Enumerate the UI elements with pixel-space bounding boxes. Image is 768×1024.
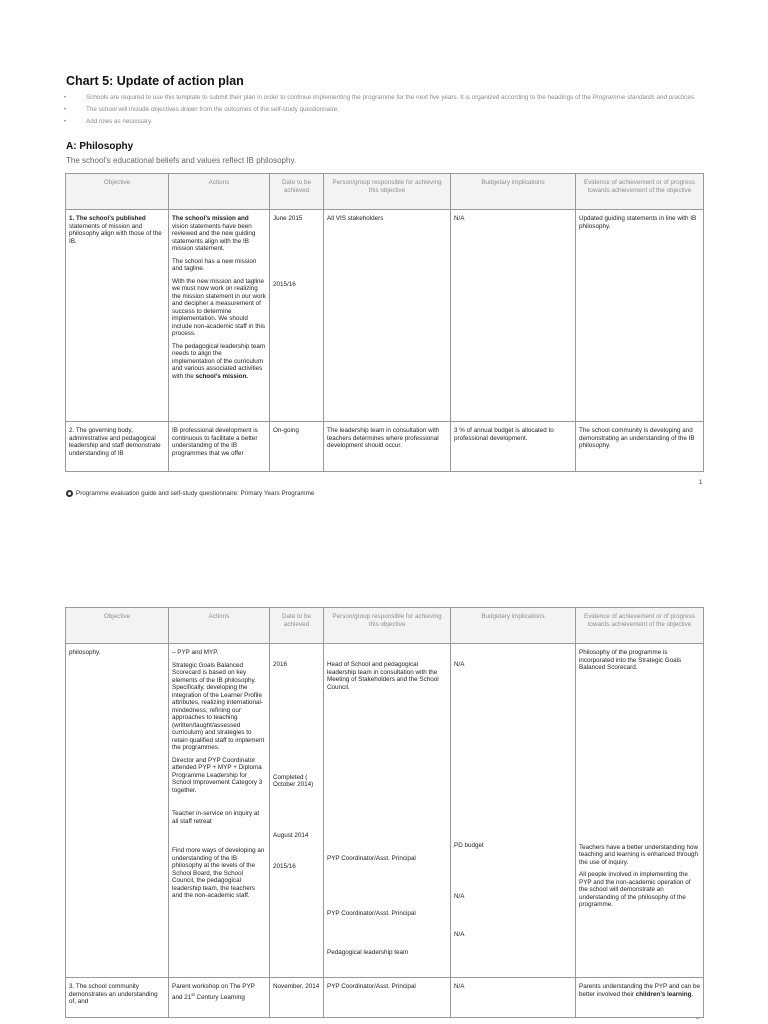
chart-title: Chart 5: Update of action plan — [66, 74, 244, 88]
action-superscript: st — [191, 991, 195, 997]
actions-cell — [169, 210, 270, 422]
table-row — [66, 644, 704, 978]
date-text: June 2015 — [273, 215, 303, 222]
budget-cell — [451, 644, 576, 978]
action-text: Century Learning — [194, 993, 245, 1001]
evidence-text: Teachers have a better understanding how teaching and learning is enhanced through the use of inquiry. — [579, 843, 699, 866]
action-plan-table — [65, 173, 704, 472]
actions-cell — [169, 644, 270, 978]
budget-cell: N/A — [451, 210, 576, 422]
evidence-end: . — [691, 990, 694, 998]
page-footer — [66, 490, 314, 497]
objective-bold: 1. The school’s published — [69, 215, 146, 222]
header-budget: Budgetary implications — [451, 174, 576, 210]
person-text: Head of School and pedagogical leadership team in consultation with the Meeting of Stakeholders and the School Council. — [327, 661, 439, 691]
action-text — [172, 215, 266, 253]
person-cell: The leadership team in consultation with teachers determines where professional development should occur. — [324, 422, 451, 472]
header-evidence: Evidence of achievement or of progress towards achievement of the objective — [576, 174, 704, 210]
instruction-end: . — [693, 94, 696, 101]
evidence-cell: Updated guiding statements in line with IB philosophy. — [576, 210, 704, 422]
budget-text: N/A — [454, 661, 465, 668]
instruction-item: • The school will include objectives drawn from the outcomes of the self-study questionnaire. — [60, 106, 706, 114]
action-text: The school has a new mission and tagline. — [172, 257, 257, 272]
date-cell — [270, 644, 324, 978]
budget-text: N/A — [454, 893, 465, 900]
person-cell: All VIS stakeholders — [324, 210, 451, 422]
action-text — [172, 343, 266, 381]
table-header-row — [66, 608, 704, 644]
budget-cell: N/A — [451, 978, 576, 1018]
footer-text: Programme evaluation guide and self-study questionnaire: Primary Years Programme — [76, 490, 315, 497]
person-cell — [324, 644, 451, 978]
action-bold: The school’s mission and — [172, 215, 249, 222]
instruction-italic: Programme standards and practices — [592, 94, 694, 101]
date-text: Completed ( October 2014) — [273, 773, 314, 788]
action-text: With the new mission and tagline we must now work on realizing the mission statement in our work and decipher a measurement of success to determine implementation. We should include non-academic staff in this process. — [172, 277, 266, 337]
person-text: PYP Coordinator/Asst. Principal — [327, 855, 416, 862]
action-text: Find more ways of developing an understanding of the IB philosophy at the levels of the School Board, the School Council, the pedagogical leadership team, the teachers and the non-academic staff. — [172, 847, 265, 899]
evidence-text: Philosophy of the programme is incorporated into the Strategic Goals Balanced Scorecard. — [579, 649, 682, 671]
page-2 — [0, 560, 768, 1024]
evidence-text: Parents understanding the PYP and can be better involved their — [579, 983, 701, 998]
objective-cell: 2. The governing body, administrative and pedagogical leadership and staff demonstrate understanding of IB — [66, 422, 169, 472]
instruction-item — [60, 94, 706, 102]
date-text: 2015/16 — [273, 863, 296, 870]
action-rest: vision statements have been reviewed and the new guiding statements align with the IB mission statement. — [172, 222, 256, 252]
action-rest: The pedagogical leadership team needs to align the implementation of the curriculum and various associated activities with the — [172, 342, 266, 380]
header-date: Date to be achieved — [270, 608, 324, 644]
header-budget: Budgetary implications — [451, 608, 576, 644]
section-heading: A: Philosophy — [66, 141, 134, 152]
header-evidence: Evidence of achievement or of progress towards achievement of the objective — [576, 608, 704, 644]
objective-cell: philosophy. — [66, 644, 169, 978]
header-actions: Actions — [169, 608, 270, 644]
instruction-text: Schools are required to use this template to submit their plan in order to continue implementing the programme for the next five years. It is organized according to the headings of the — [86, 94, 593, 101]
action-text: Teacher in-service on inquiry at all staff retreat — [172, 810, 260, 825]
date-text: 2016 — [273, 661, 288, 668]
date-cell: On-going — [270, 422, 324, 472]
evidence-cell — [576, 978, 704, 1018]
header-person: Person/group responsible for achieving this objective — [324, 174, 451, 210]
table-row — [66, 978, 704, 1018]
header-objective: Objective — [66, 608, 169, 644]
evidence-cell — [576, 644, 704, 978]
evidence-bold: children’s learning — [635, 990, 692, 998]
header-person: Person/group responsible for achieving this objective — [324, 608, 451, 644]
instruction-item: • Add rows as necessary. — [60, 118, 706, 126]
person-text: Pedagogical leadership team — [327, 949, 409, 956]
evidence-text: All people involved in implementing the PYP and the non-academic operation of the school will demonstrate an understanding of the philosophy of the programme. — [579, 871, 691, 908]
action-text: Director and PYP Coordinator attended PYP + MYP + Diploma Programme Leadership for School Improvement Category 3 together. — [172, 756, 263, 794]
objective-text: statements of mission and philosophy align with those of the IB. — [69, 222, 162, 245]
evidence-cell: The school community is developing and demonstrating an understanding of the IB philosophy. — [576, 422, 704, 472]
section-subheading: The school’s educational beliefs and values reflect IB philosophy. — [66, 156, 297, 165]
action-plan-table — [65, 607, 704, 1018]
table-row — [66, 422, 704, 472]
action-text: – PYP and MYP. — [172, 649, 219, 656]
budget-cell: 3 % of annual budget is allocated to professional development. — [451, 422, 576, 472]
date-text: August 2014 — [273, 831, 309, 839]
action-text: Parent workshop on The PYP and 21 — [172, 983, 255, 1001]
instruction-list — [60, 94, 706, 129]
person-text: PYP Coordinator/Asst. Principal — [327, 909, 416, 917]
date-cell — [270, 210, 324, 422]
corner-mark: – — [696, 1016, 700, 1022]
person-cell: PYP Coordinator/Asst. Principal — [324, 978, 451, 1018]
action-text: Strategic Goals Balanced Scorecard is based on key elements of the IB philosophy. Specifically, developing the integration of the Learner Profile attributes, realizing international-mindedness, refining our approaches to teaching (written/taught/assessed curriculum) and strategies to retain qualified staff to implement the programmes. — [172, 661, 265, 751]
table-header-row — [66, 174, 704, 210]
header-objective: Objective — [66, 174, 169, 210]
header-date: Date to be achieved — [270, 174, 324, 210]
actions-cell: IB professional development is continuous to facilitate a better understanding of the IB programmes that we offer — [169, 422, 270, 472]
date-text: 2015/16 — [273, 280, 296, 288]
objective-cell: 3. The school community demonstrates an understanding of, and — [66, 978, 169, 1018]
page-number: 1 — [699, 480, 703, 486]
header-actions: Actions — [169, 174, 270, 210]
action-bold: school’s mission. — [195, 372, 249, 380]
budget-text: N/A — [454, 930, 465, 938]
actions-cell — [169, 978, 270, 1018]
date-cell: November, 2014 — [270, 978, 324, 1018]
table-row — [66, 210, 704, 422]
ib-logo-icon — [66, 490, 73, 497]
objective-cell — [66, 210, 169, 422]
budget-text: PD budget — [454, 841, 484, 849]
